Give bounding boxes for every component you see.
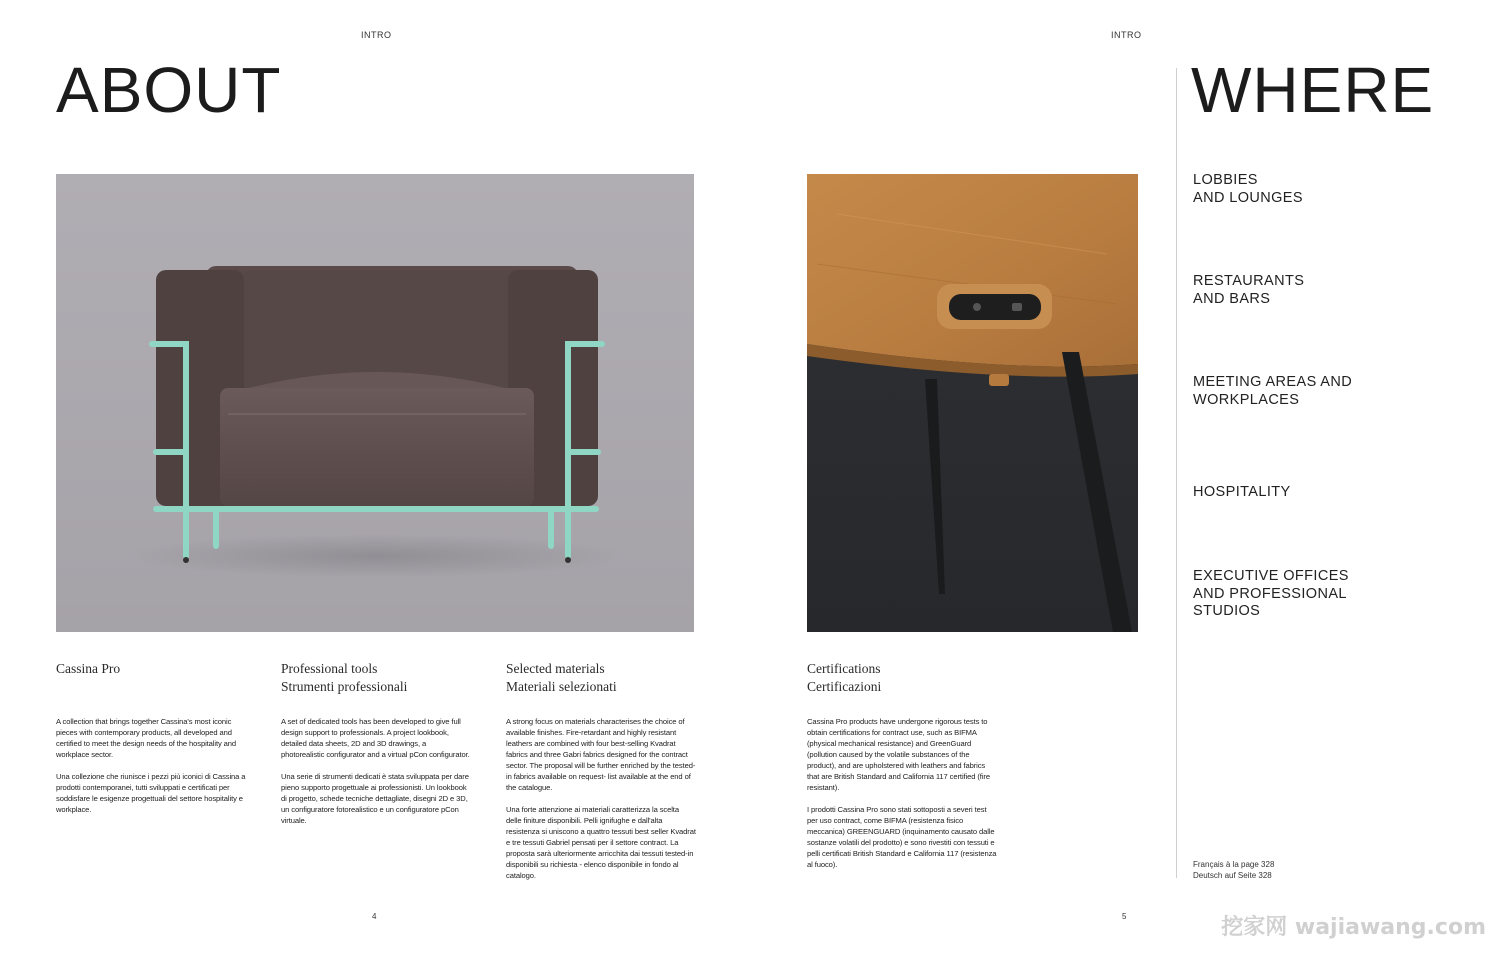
armchair-photo: [56, 174, 694, 632]
heading-line: Selected materials: [506, 661, 605, 676]
table-photo: [807, 174, 1138, 632]
where-line: LOBBIES: [1193, 172, 1258, 188]
heading-line: Strumenti professionali: [281, 679, 408, 694]
section-label-left: INTRO: [361, 30, 392, 40]
about-title: ABOUT: [56, 54, 282, 126]
paragraph-it: I prodotti Cassina Pro sono stati sottoposti a severi test per uso contract, come BIFMA (resistenza fisico meccanica) GREENGUARD (inquinamento causato dalle sostanze volatili del prodotto) e sono rivestiti con tessuti e pelli certificati British Standard e California 117 (resistenza al fuoco).: [807, 805, 997, 869]
heading-line: Materiali selezionati: [506, 679, 617, 694]
where-line: EXECUTIVE OFFICES: [1193, 568, 1349, 584]
paragraph-it: Una serie di strumenti dedicati è stata sviluppata per dare pieno supporto progettuale ai professionisti. Un lookbook di progetto, schede tecniche dettagliate, disegni 2D e 3D, un configuratore fotorealistico e un configuratore pCon virtuale.: [281, 772, 469, 825]
heading-line: Certificazioni: [807, 679, 882, 694]
language-note-de: Deutsch auf Seite 328: [1193, 871, 1272, 880]
where-title: WHERE: [1191, 54, 1435, 126]
paragraph-en: A collection that brings together Cassina's most iconic pieces with contemporary products, all developed and certified to meet the design needs of the hospitality and workplace sector.: [56, 717, 237, 759]
where-item-hospitality: [1193, 484, 1383, 502]
paragraph-it: Una forte attenzione ai materiali caratterizza la scelta delle finiture disponibili. Pelli ignifughe e dall'alta resistenza si uniscono a quattro tessuti best seller Kvadrat e tre tessuti Gabriel pensati per il settore contract. La proposta sarà ulteriormente arricchita dai tessuti tested-in disponibili su richiesta - elenco disponibile in fondo al catalogo.: [506, 805, 696, 880]
paragraph-en: Cassina Pro products have undergone rigorous tests to obtain certifications for contract use, such as BIFMA (physical mechanical resistance) and GreenGuard (pollution caused by the volatile substances of the product), and are upholstered with leathers and fabrics that are British Standard and California 117 certified (fire resistant).: [807, 717, 990, 792]
where-line: WORKPLACES: [1193, 391, 1300, 408]
where-line: AND PROFESSIONAL: [1193, 585, 1347, 602]
heading-line: Professional tools: [281, 661, 378, 676]
col-heading-cassina-pro: [56, 660, 120, 678]
paragraph-it: Una collezione che riunisce i pezzi più iconici di Cassina a prodotti contemporanei, tutti sviluppati e certificati per soddisfare le esigenze progettuali del settore hospitality e workplace.: [56, 772, 246, 814]
where-line: AND BARS: [1193, 290, 1271, 307]
sidebar-divider: [1176, 68, 1177, 878]
col-body-cassina-pro: [56, 716, 246, 815]
language-note-fr: Français à la page 328: [1193, 860, 1275, 869]
where-item-lobbies: [1193, 172, 1383, 207]
page-number-right: 5: [1122, 912, 1127, 921]
language-notes: [1193, 859, 1274, 881]
paragraph-en: A strong focus on materials characterises the choice of available finishes. Fire-retardant and highly resistant leathers are combined with four best-selling Kvadrat fabrics and three Gabri fabrics designed for the contract sector. The proposal will be further enriched by the tested-in fabrics available on request- list available at the end of the catalogue.: [506, 717, 696, 792]
col-body-professional-tools: [281, 716, 471, 826]
where-line: MEETING AREAS AND: [1193, 374, 1353, 390]
where-line: RESTAURANTS: [1193, 273, 1305, 289]
col-heading-selected-materials: [506, 660, 617, 696]
watermark: 挖家网 wajiawang.com: [1221, 915, 1486, 940]
page-number-left: 4: [372, 912, 377, 921]
col-body-selected-materials: [506, 716, 696, 881]
section-label-right: INTRO: [1111, 30, 1142, 40]
col-body-certifications: [807, 716, 997, 870]
heading-line: Certifications: [807, 661, 881, 676]
where-item-restaurants: [1193, 273, 1383, 308]
where-line: AND LOUNGES: [1193, 189, 1303, 206]
paragraph-en: A set of dedicated tools has been developed to give full design support to professionals. A project lookbook, detailed data sheets, 2D and 3D drawings, a photorealistic configurator and a virtual pCon configurator.: [281, 717, 470, 759]
where-line: STUDIOS: [1193, 603, 1261, 619]
col-heading-professional-tools: [281, 660, 407, 696]
where-line: HOSPITALITY: [1193, 484, 1291, 500]
where-item-executive-offices: [1193, 568, 1383, 621]
col-heading-certifications: [807, 660, 881, 696]
heading-line: Cassina Pro: [56, 661, 121, 676]
where-item-meeting-areas: [1193, 374, 1383, 409]
